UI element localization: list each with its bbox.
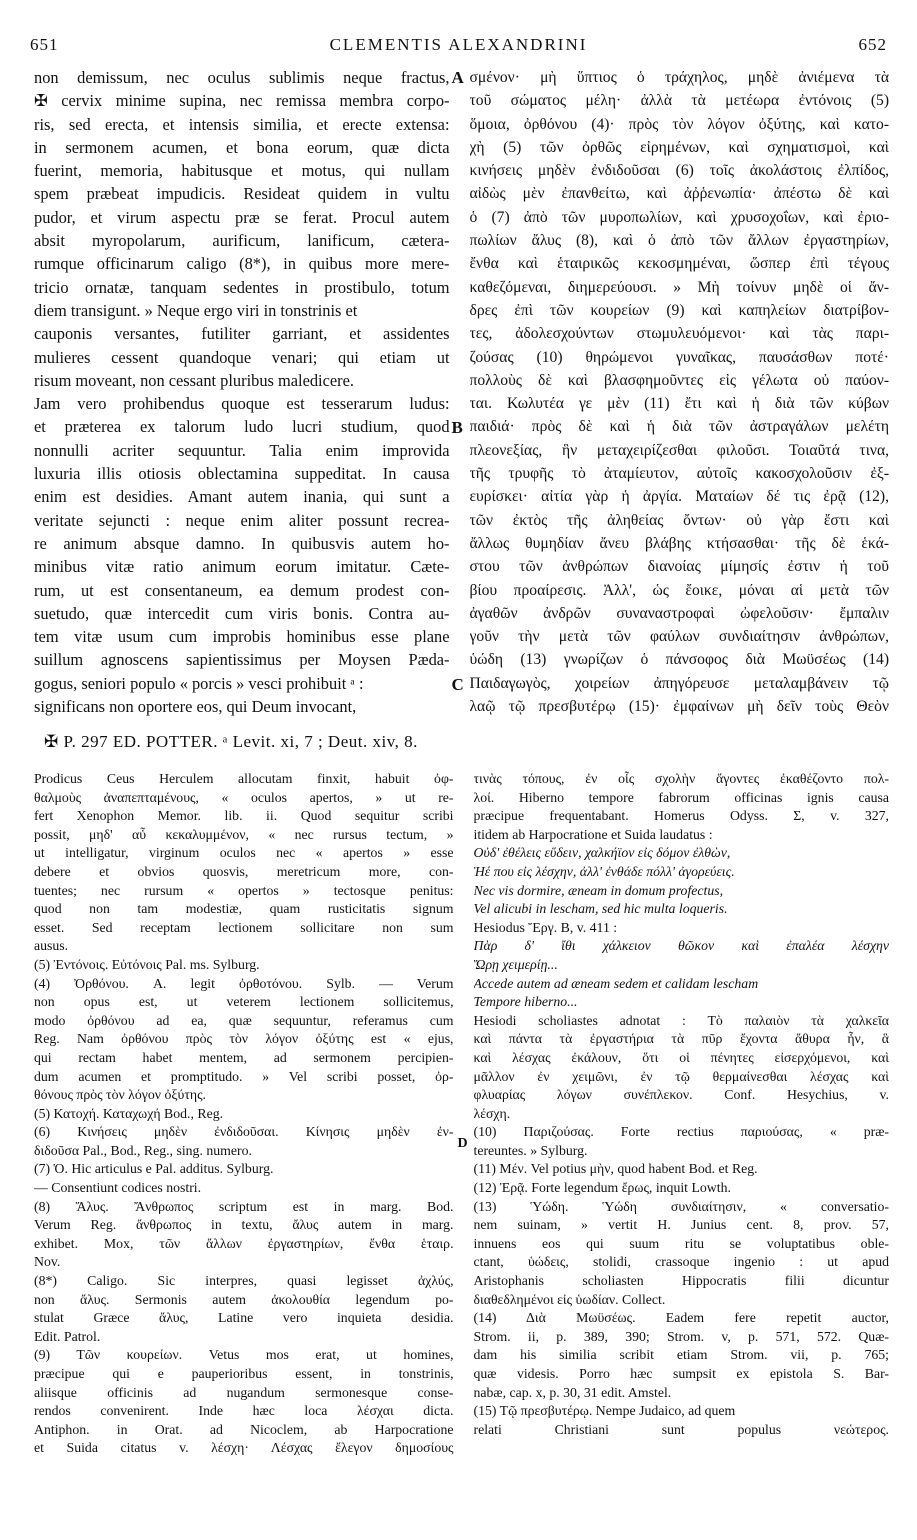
text-line: πολλοὺς δὲ καὶ βλασφημοῦντες εἰς γέλωτα οὐ παύον- — [469, 371, 890, 389]
text-line: φλυαρίας λόγων συνέπλεκον. Conf. Hesychius, v. — [473, 1087, 890, 1103]
text-line: ἀγαθῶν ἀνδρῶν συναναστροφαὶ ὠφελοῦσιν· ἔμπαλιν — [469, 604, 890, 622]
text-line: spem præbeat impudicis. Resideat quidem in vultu — [34, 184, 450, 204]
text-line: δρες ἐπὶ τῶν κουρείων (9) καὶ καπηλείων διατρίβον- — [469, 301, 890, 319]
text-line: μᾶλλον ἐν χειμῶνι, ἐν τῷ θερμαίνεσθαι λέσχας καὶ — [473, 1068, 890, 1084]
text-line: absit myropolarum, aurificum, lanificum, cætera- — [34, 231, 450, 251]
text-line: rumque officinarum caligo (8*), in quibus more mere- — [34, 254, 450, 274]
text-line: διαθεδλημένοι εἰς ὑωδίαν. Collect. — [473, 1291, 666, 1307]
margin-letter-b: B — [451, 418, 463, 437]
text-line: itidem ab Harpocratione et Suida laudatus : — [473, 826, 713, 842]
text-line: τοῦ σώματος μέλη· ἀλλὰ τὰ μετέωρα ἐντόνοις (5) — [469, 92, 890, 110]
text-line: (4) Ὀρθόνου. A. legit ὀρθοτόνου. Sylb. — Verum — [34, 975, 454, 991]
text-line: Hesiodi scholiastes adnotat : Τὸ παλαιὸν τὰ χαλκεῖα — [473, 1012, 890, 1028]
text-line: ἄλλως θυμηδίαν ἄνευ βλάβης κτήσασθαι· τῆς δὲ ἑκά- — [469, 534, 890, 552]
text-line: καθεζόμεναι, διημερεύουσι. » Μὴ τοίνυν μηδὲ οἱ ἄν- — [469, 278, 890, 296]
text-line: τες, ἀδολεσχούντων στωμυλευόμενοι· καὶ τὰς παρι- — [469, 325, 890, 343]
text-line: non demissum, nec oculus sublimis neque fractus, — [34, 68, 450, 87]
text-line: πλεονεξίας, ἣν μεταχειρίζεσθαι φιλοῦσι. Τοιαῦτά τινα, — [469, 441, 890, 459]
text-line: γοῦν τὴν μετὰ τῶν φαύλων συνδιαίτησιν ἀνθρώπων, — [469, 628, 890, 646]
page-number-left: 651 — [30, 35, 59, 54]
text-line: θόνους πρὸς τὸν λόγον ὀξύτης. — [34, 1087, 207, 1103]
text-line: (5) Ἐντόνοις. Εὐτόνοις Pal. ms. Sylburg. — [34, 956, 260, 972]
text-line: Jam vero prohibendus quoque est tesserarum ludus: — [34, 394, 450, 414]
text-line: Παιδαγωγὸς, χοιρείων ἀπηγόρευσε μεταλαμβάνειν τῷ — [469, 674, 890, 692]
text-line: ζούσας (10) θηρώμενοι γυναῖκας, παυσάσθων ποτέ· — [469, 348, 890, 366]
text-line: non opus est, ut veterem lectionem sollicitemus, — [34, 994, 454, 1010]
running-title: CLEMENTIS ALEXANDRINI — [329, 35, 588, 54]
text-line: fert Xenophon Memor. lib. ii. Quod sequitur scribi — [34, 808, 454, 824]
text-line: Antiphon. in Orat. ad Nicoclem, ab Harpocratione — [34, 1421, 454, 1437]
text-line: Accede autem ad æneam sedem et calidam lescham — [473, 975, 759, 991]
text-line: καὶ πάντα τὰ ἐργαστήρια τὰ πῦρ ἔχοντα ἄθυρα ἦν, ἃ — [473, 1031, 890, 1047]
notes-right-column — [474, 770, 890, 1520]
text-line: suetudo, quæ intercedit cum viris bonis. Contra au- — [34, 603, 450, 623]
text-line: (9) Τῶν κουρείων. Vetus mos erat, ut homines, — [34, 1347, 454, 1363]
text-line: gogus, seniori populo « porcis » vesci prohibuit ᵃ : — [34, 673, 364, 693]
text-line: Aristophanis scholiasten Hippocratis filii dicuntur — [473, 1273, 890, 1289]
text-line: (8*) Caligo. Sic interpres, quasi legisset ἀχλύς, — [34, 1273, 454, 1289]
margin-letter-d: D — [457, 1136, 468, 1151]
text-line: αἰδὼς μὲν ἐπανθείτω, καὶ ἀῤῥενωπία· ἀπέστω δὲ καὶ — [469, 185, 890, 203]
text-line: pudor, et virum aspectu præ se ferat. Procul autem — [34, 207, 450, 227]
text-line: ris, sed erecta, et intensis similia, et erecte extensa: — [34, 114, 450, 134]
text-line: in sermonem acumen, et bona eorum, quæ dicta — [34, 137, 450, 157]
text-line: διδοῦσα Pal., Bod., Reg., sing. numero. — [34, 1142, 252, 1158]
text-line: ευρίσκει· αἰτία γὰρ ἡ ἀργία. Ματαίων δέ τις ἐρᾷ (12), — [469, 488, 890, 506]
text-line: (13) Ὑώδη. Ὑώδη συνδιαίτησιν, « conversatio- — [473, 1198, 890, 1214]
text-line: στου τῶν ἀνθρώπων διανοίας μίμησίς ἐστιν ἡ τοῦ — [469, 558, 890, 576]
text-line: Nec vis dormire, æneam in domum profectus, — [473, 882, 724, 898]
text-line: λοί. Hiberno tempore fabrorum officinas ignis causa — [473, 789, 890, 805]
text-line: σμένον· μὴ ὕπτιος ὁ τράχηλος, μηδὲ ἀνιέμενα τὰ — [469, 69, 890, 86]
margin-letter-c: C — [451, 675, 464, 694]
text-line: Οὐδ' ἐθέλεις εὕδειν, χαλκήϊον εἰς δόμον ἐλθὼν, — [473, 845, 731, 861]
text-line: Nov. — [34, 1254, 61, 1270]
notes-left-column — [34, 770, 454, 1520]
text-line: possit, μηδ' αὖ κεκαλυμμένον, « nec rursus tectum, » — [34, 826, 454, 842]
text-line: stulat Græce ἄλυς, Latine vero inquieta desidia. — [34, 1310, 454, 1326]
text-line: ὁ (7) ἀπὸ τῶν μυροπωλίων, καὶ χρυσοχοΐων, καὶ ἐριο- — [469, 208, 890, 226]
text-line: re animum absque damno. In quibusvis autem ho- — [34, 533, 450, 553]
text-line: quod non tam modestiæ, quam rusticitatis signum — [34, 901, 454, 917]
text-line: relati Christiani sunt populus νεώτερος. — [473, 1421, 890, 1437]
text-line: — Consentiunt codices nostri. — [34, 1180, 202, 1196]
text-line: ctant, ὑώδεις, stolidi, crassoque ingenio : ut apud — [473, 1254, 890, 1270]
text-line: ausus. — [34, 938, 69, 954]
running-header — [30, 30, 887, 60]
text-line: mulieres cessent quandoque venari; qui etiam ut — [34, 347, 450, 367]
text-line: Strom. ii, p. 389, 390; Strom. v, p. 571, 572. Quæ- — [473, 1328, 890, 1344]
text-line: (6) Κινήσεις μηδὲν ἐνδιδοῦσαι. Κίνησις μηδὲν ἐν- — [34, 1124, 454, 1140]
text-line: Edit. Patrol. — [34, 1328, 101, 1344]
text-line: præcipue qui e pauperioribus essent, in tonstrinis, — [34, 1366, 454, 1381]
text-line: τινὰς τόπους, ἐν οἷς σχολὴν ἄγοντες ἐκαθέζοντο πολ- — [473, 771, 890, 786]
text-line: aliisque officinis ad nugandum sermonesque conse- — [34, 1384, 454, 1400]
text-line: Verum Reg. ἄνθρωπος in textu, ἄλυς autem in marg. — [34, 1217, 454, 1233]
text-line: veritate sejuncti : neque enim aliter possunt recrea- — [34, 510, 450, 530]
margin-letter-a: A — [451, 68, 464, 87]
notes-section — [34, 770, 889, 1520]
text-line: τῆς τρυφῆς τὸ ἀταμίευτον, αὐτοῖς κακοσχολοῦσιν ἐξ- — [469, 465, 890, 483]
text-line: dam his similia scribit etiam Strom. vii, p. 765; — [473, 1347, 890, 1363]
main-text — [34, 66, 889, 718]
text-line: ἔνθα καὶ ἑταιρικῶς κεκοσμημέναι, ὥσπερ ἐπὶ τέγους — [469, 255, 890, 273]
text-line: τῶν ἐκτὸς τῆς ἀληθείας ὄντων· οὐ γὰρ ἔστι καὶ — [469, 511, 890, 529]
text-line: diem transigunt. » Neque ergo viri in tonstrinis et — [34, 300, 358, 320]
latin-column — [34, 66, 450, 718]
text-line: suillum agnoscens sapientissimus per Moysen Pæda- — [34, 650, 450, 670]
margin-letters — [450, 66, 470, 718]
text-line: (5) Κατοχή. Καταχωχή Bod., Reg. — [34, 1105, 224, 1121]
text-line: cauponis versantes, futiliter garriant, et assidentes — [34, 324, 450, 344]
text-line: ται. Κωλυτέα γε μὲν (11) ἔτι καὶ ἡ διὰ τῶν κύβων — [469, 395, 890, 413]
text-line: exhibet. Mox, τῶν ἄλλων ἐργαστηρίων, ἔνθα ἑταιρ. — [34, 1235, 454, 1251]
page-number-right: 652 — [858, 35, 887, 54]
text-line: ὑώδη (13) γνωρίζων ὁ πάνσοφος διὰ Μωϋσέως (14) — [469, 651, 890, 669]
text-line: Reg. Nam ὀρθόνου πρὸς τὸν λόγον ὀξύτης est « ejus, — [34, 1031, 454, 1047]
text-line: (11) Μέν. Vel potius μὴν, quod habent Bod. et Reg. — [473, 1161, 758, 1177]
text-line: nabæ, cap. x, p. 30, 31 edit. Amstel. — [473, 1384, 672, 1400]
text-line: tuentes; nec rursum « opertos » tectosque penitus: — [34, 882, 454, 898]
text-line: tereuntes. » Sylburg. — [473, 1142, 588, 1158]
text-line: luxuria illis otiosis oblectamina suppeditat. In causa — [34, 464, 450, 484]
text-line: (14) Διὰ Μωϋσέως. Eadem fere repetit auctor, — [473, 1310, 890, 1326]
text-line: ✠ cervix minime supina, nec remissa membra corpo- — [34, 91, 450, 111]
text-line: et præterea ex talorum ludo lucri studium, quod — [34, 417, 450, 437]
text-line: significans non oportere eos, qui Deum invocant, — [34, 697, 357, 717]
text-line: tricio ornatæ, tanquam sedentes in prostibulo, totum — [34, 277, 450, 297]
text-line: fuerint, memoria, habitusque et motus, qui nullam — [34, 161, 450, 181]
footnote-reference: ✠ P. 297 ED. POTTER. ᵃ Levit. xi, 7 ; Deut. xiv, 8. — [44, 732, 418, 751]
greek-column — [470, 66, 890, 718]
text-line: πωλίων ἄλυς (8), καὶ ὁ ἀπὸ τῶν ἄλλων ἐργαστηρίων, — [469, 232, 890, 250]
text-line: tem vitæ usum cum improbis hominibus esse plane — [34, 627, 450, 647]
text-line: λαῷ τῷ πρεσβυτέρῳ (15)· ἐμφαίνων μὴ δεῖν τοὺς Θεὸν — [469, 698, 890, 716]
text-line: minibus vitæ ratio animum eorum imitatur. Cæte- — [34, 557, 450, 577]
text-line: et Suida citatus v. λέσχη· Λέσχας ἔλεγον δημοσίους — [34, 1440, 454, 1456]
text-line: innuens eos qui suum ritu se voluptatibus oble- — [473, 1235, 890, 1251]
text-line: κινήσεις μηδὲν ἐνδιδοῦσαι (6) τοῖς ἀκολάστοις ἐλπίδος, — [469, 162, 890, 180]
text-line: Ὥρῃ χειμερίῃ... — [473, 956, 558, 972]
text-line: esset. Sed receptam lectionem sollicitare non sum — [34, 919, 454, 935]
text-line: rendos convenirent. Inde hæc loca λέσχαι dicta. — [34, 1403, 454, 1419]
text-line: dum acumen et promptitudo. » Vel scribi posset, ὀρ- — [34, 1068, 454, 1084]
text-line: παιδιά· πρὸς δὲ καὶ ἡ διὰ τῶν ἀστραγάλων μελέτη — [469, 418, 890, 436]
text-line: præcipue frequentabant. Homerus Odyss. Σ, v. 327, — [473, 808, 890, 824]
text-line: χὴ (5) τῶν ὀρθῶς εἰρημένων, καὶ σχηματισμοὶ, καὶ — [469, 138, 890, 156]
text-line: ut intelligatur, virginum oculos nec « apertos » esse — [34, 845, 454, 861]
text-line: risum moveant, non cessant pluribus maledicere. — [34, 370, 354, 390]
text-line: qui rectam habet mentem, ad sermonem percipien- — [34, 1049, 454, 1065]
text-line: Vel alicubi in lescham, sed hic multa loqueris. — [473, 901, 728, 917]
notes-margin — [454, 770, 474, 1520]
text-line: βίου προαίρεσις. Ἀλλ', ὡς ἔοικε, μόναι αἱ μετὰ τῶν — [469, 581, 890, 599]
text-line: (10) Παριζούσας. Forte rectius παριούσας, « præ- — [473, 1124, 890, 1140]
text-line: Prodicus Ceus Herculem allocutam finxit, habuit ὀφ- — [34, 771, 454, 786]
text-line: quæ videsis. Porro hæc sumpsit ex epistola S. Bar- — [473, 1366, 890, 1381]
text-line: (12) Ἐρᾷ. Forte legendum ἔρως, inquit Lowth. — [473, 1180, 731, 1196]
text-line: Tempore hiberno... — [473, 994, 578, 1010]
text-line: Ἠέ που εἰς λέσχην, ἀλλ' ἐνθάδε πόλλ' ἀγορεύεις. — [473, 863, 735, 879]
text-line: nem suinam, » vertit H. Junius cent. 8, prov. 57, — [473, 1217, 890, 1233]
text-line: debere et obvios quosvis, meretricum more, con- — [34, 863, 454, 879]
text-line: modo ὀρθόνου ad ea, quæ sequuntur, referamus cum — [34, 1012, 454, 1028]
text-line: enim est desidies. Amant autem inania, qui sunt a — [34, 487, 450, 507]
text-line: λέσχη. — [473, 1105, 511, 1121]
text-line: (7) Ὁ. Hic articulus e Pal. additus. Sylburg. — [34, 1161, 274, 1177]
text-line: non ἄλυς. Sermonis autem ἀκολουθία legendum po- — [34, 1291, 454, 1307]
text-line: Hesiodus Ἔργ. B, v. 411 : — [473, 919, 618, 935]
text-line: nonnulli acriter sequuntur. Talia enim improvida — [34, 440, 450, 460]
text-line: καὶ λέσχας ἐκάλουν, ὅτι οἱ πένητες εἰσερχόμενοι, καὶ — [473, 1049, 890, 1065]
text-line: Πὰρ δ' ἴθι χάλκειον θῶκον καὶ ἐπαλέα λέσχην — [473, 938, 890, 954]
text-line: (15) Τῷ πρεσβυτέρῳ. Nempe Judaico, ad quem — [473, 1403, 736, 1419]
text-line: ὅμοια, ὀρθόνου (4)· πρὸς τὸν λόγον ὀξύτης, καὶ κατο- — [469, 115, 890, 133]
text-line: θαλμοὺς ἀναπεπταμένους, « oculos apertos, » ut re- — [34, 789, 454, 805]
text-line: (8) Ἄλυς. Ἄνθρωπος scriptum est in marg. Bod. — [34, 1198, 454, 1214]
text-line: rum, ut est consentaneum, ea demum prodest con- — [34, 580, 450, 600]
